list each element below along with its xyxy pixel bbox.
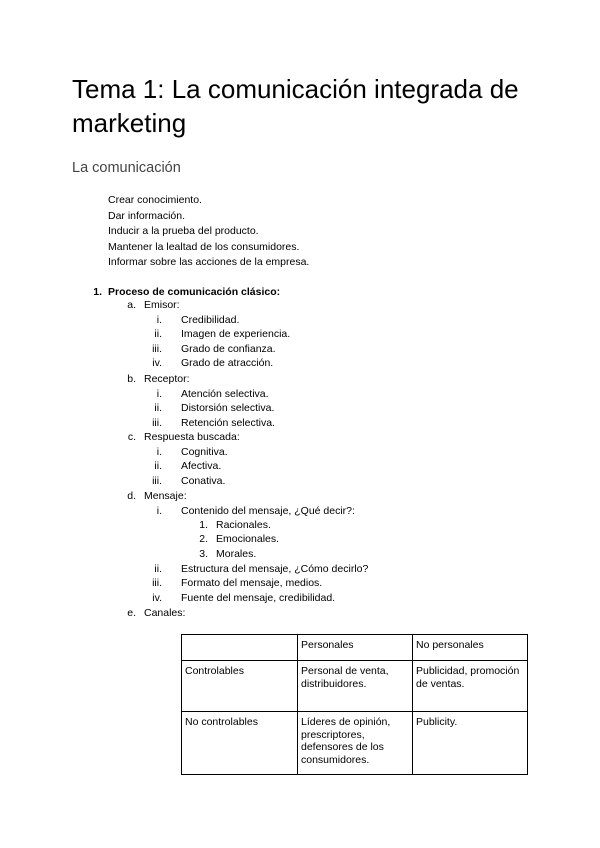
list-item: Fuente del mensaje, credibilidad. <box>181 592 336 604</box>
list-marker: a. <box>127 299 136 311</box>
list-item: Atención selectiva. <box>181 388 269 400</box>
list-marker: c. <box>127 431 136 443</box>
list-item: Distorsión selectiva. <box>181 402 275 414</box>
list-item: Retención selectiva. <box>181 417 275 429</box>
table-cell: Publicidad, promoción de ventas. <box>413 661 528 712</box>
channels-table <box>181 634 528 775</box>
list-marker: 1. <box>199 519 208 531</box>
list-item: Afectiva. <box>181 460 222 472</box>
list-item: Mensaje: <box>144 490 187 502</box>
list-item: Grado de confianza. <box>181 343 276 355</box>
page-title: Tema 1: La comunicación integrada de marketing <box>72 74 519 138</box>
list-item: Imagen de experiencia. <box>181 328 291 340</box>
intro-item: Dar información. <box>108 209 186 222</box>
list-marker: iii. <box>152 475 162 487</box>
table-header-cell: Personales <box>298 635 413 661</box>
list-marker: iii. <box>152 343 162 355</box>
list-marker: 1. <box>93 286 102 298</box>
intro-item: Inducir a la prueba del producto. <box>108 225 259 237</box>
intro-item: Crear conocimiento. <box>108 194 202 206</box>
table-cell: Publicity. <box>413 712 528 775</box>
list-marker: i. <box>156 314 162 326</box>
table-cell: Líderes de opinión, prescriptores, defensores de los consumidores. <box>298 712 413 775</box>
list-item: Conativa. <box>181 475 226 487</box>
list-marker: e. <box>127 607 136 619</box>
list-marker: 2. <box>199 533 208 545</box>
section-heading: La comunicación <box>72 160 181 176</box>
table-header-cell: No personales <box>413 635 528 661</box>
list-marker: iv. <box>152 592 162 604</box>
intro-item: Informar sobre las acciones de la empresa. <box>108 256 310 268</box>
list-item: Receptor: <box>144 373 190 385</box>
list-marker: iii. <box>152 417 162 429</box>
table-header-cell <box>182 635 298 661</box>
table-cell: Controlables <box>182 661 298 712</box>
list-marker: 3. <box>199 548 208 560</box>
list-item: Racionales. <box>216 519 271 531</box>
table-row <box>182 661 528 712</box>
list-marker: iv. <box>152 357 162 369</box>
list-marker: ii. <box>154 460 162 472</box>
list-marker: ii. <box>154 402 162 414</box>
list-marker: b. <box>127 373 136 385</box>
list-marker: ii. <box>154 563 162 575</box>
list-item: Emocionales. <box>216 533 280 545</box>
list-item: Emisor: <box>144 299 180 311</box>
list-item: Respuesta buscada: <box>144 431 240 443</box>
list-marker: i. <box>156 505 162 517</box>
list-item: Formato del mensaje, medios. <box>181 577 323 589</box>
list-marker: i. <box>156 446 162 458</box>
list-item: Estructura del mensaje, ¿Cómo decirlo? <box>181 563 369 575</box>
list-marker: ii. <box>154 328 162 340</box>
table-cell: Personal de venta, distribuidores. <box>298 661 413 712</box>
list-marker: i. <box>156 388 162 400</box>
list-item: Credibilidad. <box>181 314 240 326</box>
table-row <box>182 712 528 775</box>
intro-list <box>108 193 309 271</box>
list-item: Grado de atracción. <box>181 357 274 369</box>
table-header-row <box>182 635 528 661</box>
list-marker: d. <box>127 490 136 502</box>
table-cell: No controlables <box>182 712 298 775</box>
list-item: Morales. <box>216 548 257 560</box>
intro-item: Mantener la lealtad de los consumidores. <box>108 240 300 253</box>
list-item: Canales: <box>144 607 186 619</box>
list-heading: Proceso de comunicación clásico: <box>108 286 281 298</box>
list-item: Contenido del mensaje, ¿Qué decir?: <box>181 505 355 517</box>
list-marker: iii. <box>152 577 162 589</box>
list-item: Cognitiva. <box>181 446 228 458</box>
